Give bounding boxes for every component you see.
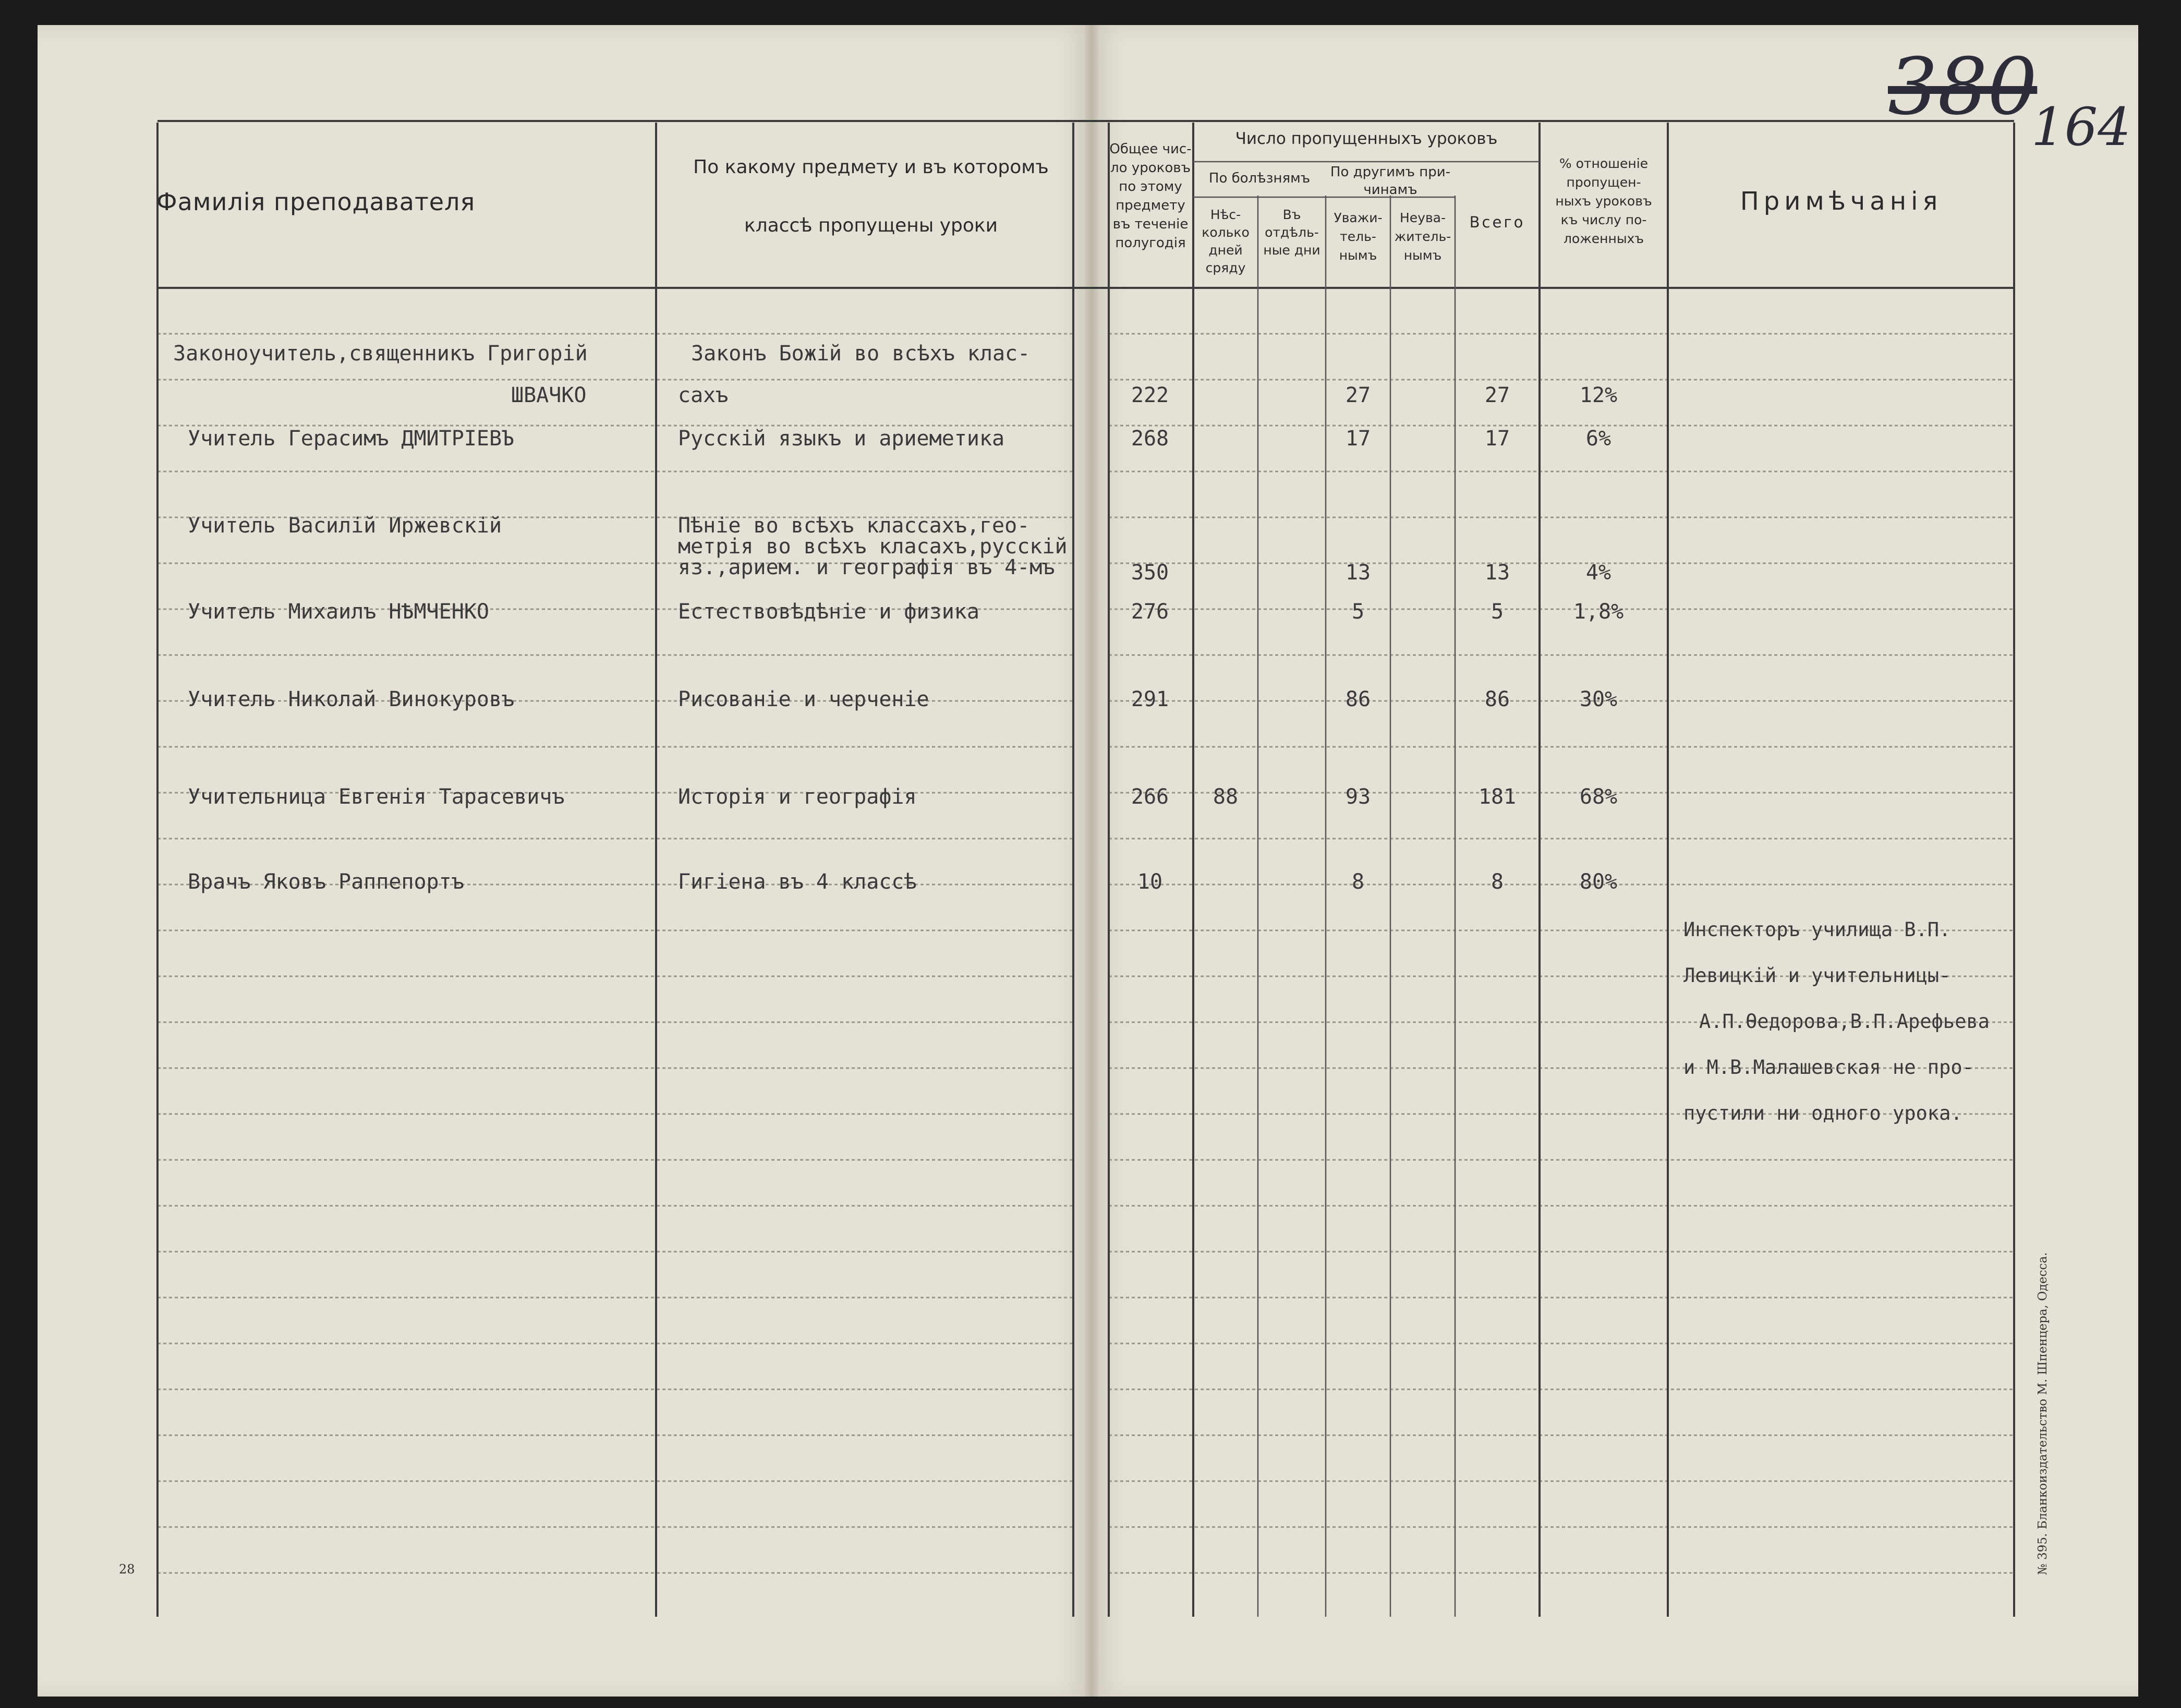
ratio-value: 6% [1585, 427, 1611, 451]
header-line: чинамъ [1363, 182, 1417, 198]
note-line: Инспекторъ училища В.П. [1683, 918, 1951, 941]
sum-value: 181 [1478, 785, 1517, 809]
header-line: дней [1208, 243, 1243, 258]
note-line: и М.В.Малашевская не про- [1683, 1056, 1974, 1079]
teacher-name: Учитель Михаилъ НѢМЧЕНКО [188, 600, 489, 624]
header-line: Уважи- [1334, 210, 1383, 225]
subject-text: Рисованіе и черченіе [678, 687, 929, 711]
subject-text: Естествовѣдѣніе и физика [678, 600, 979, 624]
printer-imprint: № 395. Бланкоиздательство М. Шпенцера, Одесса. [2036, 1252, 2050, 1575]
valid-reasons-value: 5 [1351, 600, 1365, 624]
header-line: предмету [1116, 198, 1185, 213]
valid-reasons-value: 13 [1345, 561, 1371, 585]
header-line: ные дни [1263, 243, 1320, 258]
subject-text: Законъ Божій во всѣхъ клас- [691, 342, 1031, 366]
ratio-value: 80% [1579, 870, 1618, 894]
total-lessons: 268 [1131, 427, 1169, 451]
several-days-value: 88 [1213, 785, 1239, 809]
sum-value: 8 [1491, 870, 1504, 894]
header-sum: Всего [1469, 213, 1525, 231]
valid-reasons-value: 86 [1345, 687, 1371, 711]
header-valid-reasons [1326, 209, 1390, 265]
sum-value: 5 [1491, 600, 1504, 624]
header-line: Неува- [1399, 210, 1446, 225]
header-line: Общее чис- [1109, 141, 1192, 157]
header-line: сряду [1205, 260, 1246, 275]
header-line: по этому [1119, 179, 1182, 195]
header-line: Въ [1282, 207, 1301, 222]
note-line: А.П.Ѳедорова,В.П.Арефьева [1699, 1010, 1990, 1033]
header-line: отдѣль- [1265, 225, 1319, 240]
header-line: колько [1202, 225, 1250, 240]
ratio-value: 12% [1579, 383, 1618, 407]
header-line: ныхъ уроковъ [1555, 193, 1652, 209]
total-lessons: 276 [1131, 600, 1169, 624]
total-lessons: 291 [1131, 687, 1169, 711]
teacher-name: Врачъ Яковъ Раппепортъ [188, 870, 464, 894]
subject-text: Гигіена въ 4 классѣ [678, 870, 917, 894]
header-line: По другимъ при- [1330, 164, 1451, 180]
total-lessons: 10 [1137, 870, 1163, 894]
page-number: 28 [119, 1562, 135, 1577]
ratio-value: 4% [1585, 561, 1611, 585]
header-line: полугодія [1115, 235, 1186, 251]
sum-value: 86 [1484, 687, 1510, 711]
teacher-name: Учитель Василій Иржевскій [188, 514, 502, 538]
header-subject-line2: классѣ пропущены уроки [744, 215, 998, 236]
header-line: въ теченіе [1112, 216, 1189, 232]
header-separate-days [1258, 206, 1326, 259]
total-lessons: 222 [1131, 383, 1169, 407]
total-lessons: 266 [1131, 785, 1169, 809]
header-subject-line1: По какому предмету и въ которомъ [693, 156, 1049, 178]
sum-value: 13 [1484, 561, 1510, 585]
note-line: Левицкій и учительницы- [1683, 964, 1951, 987]
header-line: ло уроковъ [1110, 160, 1191, 176]
ratio-value: 68% [1579, 785, 1618, 809]
note-line: пустили ни одного урока. [1683, 1102, 1962, 1124]
header-line: ложенныхъ [1563, 231, 1644, 246]
subject-text: сахъ [678, 383, 729, 407]
header-missed-group: Число пропущенныхъ уроковъ [1235, 129, 1498, 148]
subject-text: метрія во всѣхъ класахъ,русскій [678, 535, 1068, 559]
header-line: нымъ [1339, 248, 1377, 263]
header-line: нымъ [1403, 248, 1442, 263]
folio-crossed: 380 [1888, 42, 2038, 132]
teacher-name: Учитель Николай Винокуровъ [188, 687, 515, 711]
subject-text: Исторія и географія [678, 785, 917, 809]
teacher-name: Законоучитель,священникъ Григорій [173, 342, 588, 366]
header-line: пропущен- [1566, 175, 1641, 190]
header-invalid-reasons [1390, 209, 1455, 265]
header-line: тель- [1340, 229, 1376, 244]
header-ratio [1540, 154, 1668, 248]
valid-reasons-value: 27 [1345, 383, 1371, 407]
header-teacher: Фамилія преподавателя [156, 188, 476, 216]
header-line: житель- [1394, 229, 1451, 244]
subject-text: Пѣніе во всѣхъ классахъ,гео- [678, 514, 1030, 538]
header-total-lessons [1108, 140, 1193, 252]
subject-text: яз.,арием. и географія въ 4-мъ [678, 555, 1055, 579]
teacher-name: ШВАЧКО [511, 383, 587, 407]
header-several-days [1193, 206, 1258, 277]
header-other-reasons [1326, 163, 1455, 199]
teacher-name: Учитель Герасимъ ДМИТРІЕВЪ [188, 427, 515, 451]
subject-text: Русскій языкъ и ариеметика [678, 427, 1005, 451]
folio-current: 164 [2031, 96, 2131, 158]
sum-value: 17 [1484, 427, 1510, 451]
header-line: къ числу по- [1560, 212, 1647, 227]
ratio-value: 1,8% [1573, 600, 1624, 624]
valid-reasons-value: 8 [1351, 870, 1365, 894]
header-line: Нѣс- [1210, 207, 1241, 222]
ratio-value: 30% [1579, 687, 1618, 711]
header-line: % отношеніе [1559, 156, 1649, 171]
total-lessons: 350 [1131, 561, 1169, 585]
header-notes: Примѣчанія [1740, 187, 1943, 216]
teacher-name: Учительница Евгенія Тарасевичъ [188, 785, 565, 809]
valid-reasons-value: 17 [1345, 427, 1371, 451]
sum-value: 27 [1484, 383, 1510, 407]
header-illness: По болѣзнямъ [1208, 171, 1311, 186]
valid-reasons-value: 93 [1345, 785, 1371, 809]
